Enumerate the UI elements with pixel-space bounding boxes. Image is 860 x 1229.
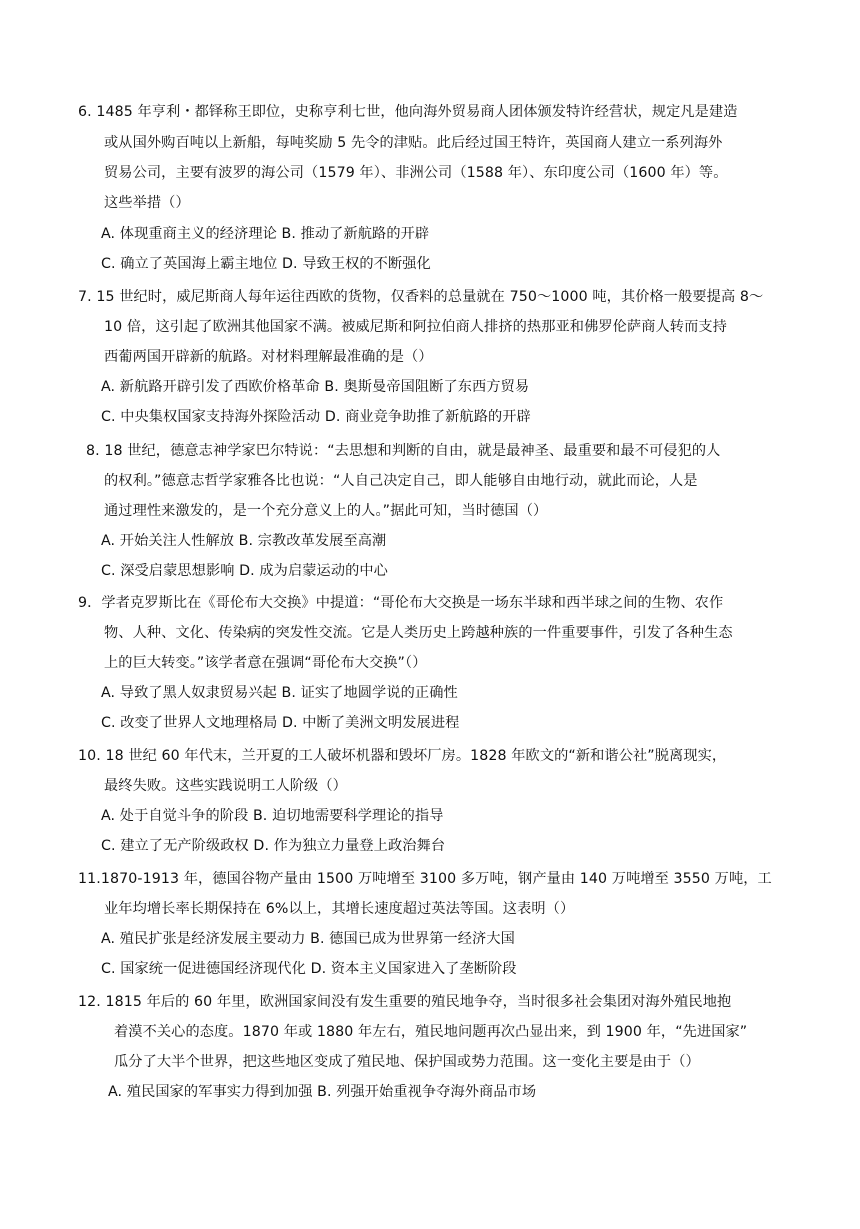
q11-stem-line-1: 11.1870-1913 年，德国谷物产量由 1500 万吨增至 3100 多万吨，钢产量由 140 万吨增至 3550 万吨，工 <box>78 871 772 887</box>
q8-option-cd: C. 深受启蒙思想影响 D. 成为启蒙运动的中心 <box>101 563 388 579</box>
q9-option-ab: A. 导致了黑人奴隶贸易兴起 B. 证实了地圆学说的正确性 <box>101 685 458 701</box>
q12-stem-line-1: 12. 1815 年后的 60 年里，欧洲国家间没有发生重要的殖民地争夺，当时很多社会集团对海外殖民地抱 <box>78 994 732 1010</box>
q10-option-ab: A. 处于自觉斗争的阶段 B. 迫切地需要科学理论的指导 <box>101 808 444 824</box>
q9-stem-line-3: 上的巨大转变。”该学者意在强调“哥伦布大交换”（） <box>104 655 427 671</box>
q6-stem-line-2: 或从国外购百吨以上新船，每吨奖励 5 先令的津贴。此后经过国王特许，英国商人建立一系列海外 <box>104 135 723 151</box>
q9-stem-line-2: 物、人种、文化、传染病的突发性交流。它是人类历史上跨越种族的一件重要事件，引发了各种生态 <box>104 625 733 641</box>
q6-stem-line-1: 6. 1485 年亨利・都铎称王即位，史称亨利七世，他向海外贸易商人团体颁发特许经营状，规定凡是建造 <box>78 104 738 120</box>
q7-stem-line-2: 10 倍，这引起了欧洲其他国家不满。被威尼斯和阿拉伯商人排挤的热那亚和佛罗伦萨商人转而支持 <box>104 319 727 335</box>
q11-option-ab: A. 殖民扩张是经济发展主要动力 B. 德国已成为世界第一经济大国 <box>101 931 515 947</box>
q7-stem-line-3: 西葡两国开辟新的航路。对材料理解最准确的是（） <box>104 349 433 365</box>
q9-option-cd: C. 改变了世界人文地理格局 D. 中断了美洲文明发展进程 <box>101 715 460 731</box>
q7-option-cd: C. 中央集权国家支持海外探险活动 D. 商业竞争助推了新航路的开辟 <box>101 409 531 425</box>
q8-option-ab: A. 开始关注人性解放 B. 宗教改革发展至高潮 <box>101 533 387 549</box>
q6-option-cd: C. 确立了英国海上霸主地位 D. 导致王权的不断强化 <box>101 256 431 272</box>
q10-stem-line-1: 10. 18 世纪 60 年代末，兰开夏的工人破坏机器和毁坏厂房。1828 年欧文的“新和谐公社”脱离现实， <box>78 748 727 764</box>
q12-option-ab: A. 殖民国家的军事实力得到加强 B. 列强开始重视争夺海外商品市场 <box>108 1084 537 1100</box>
q6-stem-line-3: 贸易公司，主要有波罗的海公司（1579 年）、非洲公司（1588 年）、东印度公司（1600 年）等。 <box>104 165 728 181</box>
q8-stem-line-3: 通过理性来激发的，是一个充分意义上的人。”据此可知，当时德国（） <box>104 503 548 519</box>
q11-stem-line-2: 业年均增长率长期保持在 6%以上，其增长速度超过英法等国。这表明（） <box>104 901 575 917</box>
q12-stem-line-3: 瓜分了大半个世界，把这些地区变成了殖民地、保护国或势力范围。这一变化主要是由于（） <box>114 1054 700 1070</box>
q12-stem-line-2: 着漠不关心的态度。1870 年或 1880 年左右，殖民地问题再次凸显出来，到 1900 年，“先进国家” <box>114 1024 748 1040</box>
q9-stem-line-1: 9．学者克罗斯比在《哥伦布大交换》中提道：“哥伦布大交换是一场东半球和西半球之间的生物、农作 <box>78 595 724 611</box>
q7-option-ab: A. 新航路开辟引发了西欧价格革命 B. 奥斯曼帝国阻断了东西方贸易 <box>101 379 530 395</box>
q8-stem-line-1: 8. 18 世纪，德意志神学家巴尔特说：“去思想和判断的自由，就是最神圣、最重要和最不可侵犯的人 <box>86 443 721 459</box>
q6-stem-line-4: 这些举措（） <box>104 195 190 211</box>
q10-option-cd: C. 建立了无产阶级政权 D. 作为独立力量登上政治舞台 <box>101 838 446 854</box>
q6-option-ab: A. 体现重商主义的经济理论 B. 推动了新航路的开辟 <box>101 226 430 242</box>
q8-stem-line-2: 的权利。”德意志哲学家雅各比也说：“人自己决定自己，即人能够自由地行动，就此而论，人是 <box>104 473 698 489</box>
q10-stem-line-2: 最终失败。这些实践说明工人阶级（） <box>104 778 347 794</box>
q11-option-cd: C. 国家统一促进德国经济现代化 D. 资本主义国家进入了垄断阶段 <box>101 961 517 977</box>
q7-stem-line-1: 7. 15 世纪时，威尼斯商人每年运往西欧的货物，仅香料的总量就在 750～1000 吨，其价格一般要提高 8～ <box>78 289 764 305</box>
